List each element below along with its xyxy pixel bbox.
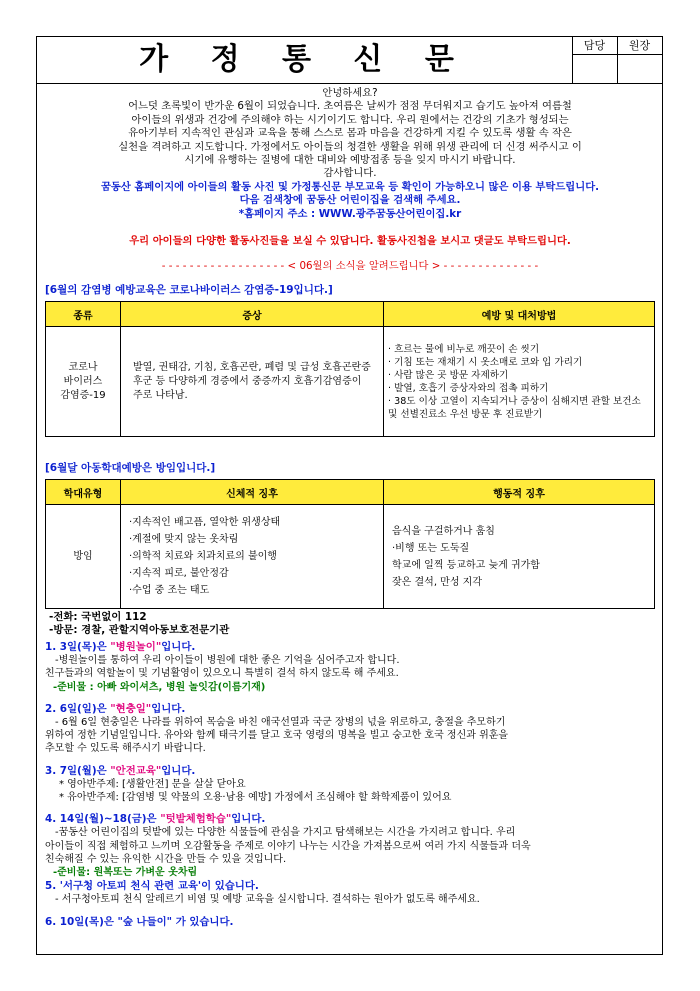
item-5-title: 5. '서구청 아토피 천식 관련 교육'이 있습니다. [45,880,259,893]
item-4-line: -꿈동산 어린이집의 텃밭에 있는 다양한 식물들에 관심을 가지고 탐색해보는 시간을 가지려고 합니다. 우리 [55,827,516,839]
behavior-sign: ·비행 또는 도둑질 [392,542,470,554]
item-3-line: * 영아반주제: [생활안전] 문을 살살 닫아요 [59,778,246,790]
disease-section [45,282,655,437]
col-physical: 신체적 징후 [121,480,384,505]
thanks: 감사합니다. [323,167,377,180]
prevention-item: · 발열, 호흡기 증상자와의 접촉 피하기 [388,382,549,394]
disease-symptom: 발열, 권태감, 기침, 호흡곤란, 폐렴 및 급성 호흡곤란증후군 등 다양하게 경증에서 중증까지 호흡기감염증이 주로 나타남. [121,327,384,437]
item-3-line: * 유아반주제: [감염병 및 약물의 오용·남용 예방] 가정에서 조심해야 할 화학제품이 있어요 [59,792,452,804]
col-type: 종류 [46,302,121,327]
behavior-sign: 잦은 결석, 만성 지각 [392,576,482,588]
behavior-sign: 음식을 구걸하거나 훔침 [392,525,495,537]
item-5-line: - 서구청아토피 천식 알레르기 비염 및 예방 교육을 실시합니다. 결석하는 원아가 없도록 해주세요. [55,894,480,906]
item-4-line: 친숙해질 수 있는 유익한 시간을 만들 수 있을 것입니다. [45,853,287,865]
prevention-item: · 기침 또는 재채기 시 옷소매로 코와 입 가리기 [388,356,583,368]
greeting: 안녕하세요? [322,87,378,99]
homepage-notice: 꿈동산 홈페이지에 아이들의 활동 사진 및 가정통신문 부모교육 등 확인이 가능하오니 많은 이용 부탁드립니다. [100,180,600,193]
approval-box-manager [572,37,618,83]
homepage-address[interactable]: *홈페이지 주소 : WWW.광주꿈동산어린이집.kr [238,207,462,220]
intro-line: 시기에 유행하는 질병에 대한 대비와 예방접종 등을 잊지 마시기 바랍니다. [184,154,516,167]
col-abuse-type: 학대유형 [46,480,121,505]
contact-phone: -전화: 국번없이 112 [49,611,147,623]
approval-label: 원장 [617,37,662,55]
abuse-section [45,460,655,637]
item-3-title: 3. 7일(월)은 "안전교육"입니다. [45,764,196,777]
item-2-line: 위하여 정한 기념일입니다. 유아와 함께 태극기를 달고 호국 영령의 명복을 빌고 숭고한 호국 정신과 위훈을 [45,730,509,742]
approval-box-director [617,37,662,83]
physical-sign: ·계절에 맞지 않는 옷차림 [129,534,239,545]
prevention-item: · 흐르는 물에 비누로 깨끗이 손 씻기 [388,343,540,355]
disease-title: [6월의 감염병 예방교육은 코로나바이러스 감염증-19입니다.] [45,284,333,296]
physical-sign: ·수업 중 조는 태도 [129,585,210,596]
disease-name: 코로나 바이러스 감염증-19 [46,327,121,437]
col-prevention: 예방 및 대처방법 [384,302,655,327]
prevention-item: · 38도 이상 고열이 지속되거나 증상이 심해지면 관할 보건소 및 선별진료소 우선 방문 후 진료받기 [388,395,641,420]
search-notice: 다음 검색창에 꿈동산 어린이집을 검색해 주세요. [239,194,461,207]
approval-label: 담당 [572,37,617,55]
item-4-prep: -준비물: 원복또는 가벼운 옷차림 [53,867,198,879]
physical-sign: ·지속적 피로, 불안정감 [129,568,229,579]
item-4-title: 4. 14일(월)~18(금)은 "텃밭체험학습"입니다. [45,813,266,826]
behavior-sign: 학교에 일찍 등교하고 늦게 귀가함 [392,559,540,571]
item-2-line: 추모할 수 있도록 해주시기 바랍니다. [45,743,206,755]
contact-visit: -방문: 경찰, 관할지역아동보호전문기관 [49,624,230,636]
item-2-title: 2. 6일(일)은 "현충일"입니다. [45,702,186,715]
intro-line: 어느덧 초록빛이 반가운 6월이 되었습니다. 초여름은 날씨가 점점 무더워지고 습기도 높아져 여름철 [128,100,572,113]
abuse-type: 방임 [46,505,121,609]
page-title: 가 정 통 신 문 [37,37,573,83]
item-6-title: 6. 10일(목)은 "숲 나들이" 가 있습니다. [45,915,234,928]
intro-line: 아이들의 위생과 건강에 주의해야 하는 시기이기도 합니다. 우리 원에서는 건강의 기초가 형성되는 [131,113,569,126]
header [37,37,662,84]
col-symptom: 증상 [121,302,384,327]
abuse-title: [6월달 아동학대예방은 방임입니다.] [45,462,216,474]
item-1-line: 친구들과의 역할놀이 및 기념활영이 있으오니 특별히 결석 하지 않도록 해 주세요. [45,668,399,680]
item-1-line: -병원놀이를 통하여 우리 아이들이 병원에 대한 좋은 기억을 심어주고자 합니다. [55,655,400,667]
newsletter-page [36,36,663,955]
schedule-section [45,641,655,929]
col-behavior: 행동적 징후 [384,480,655,505]
news-divider: - - - - - - - - - - - - - - - - - - < 06월의 소식을 알려드립니다 > - - - - - - - - - - - - - - [161,260,539,273]
prevention-item: · 사람 많은 곳 방문 자제하기 [388,369,509,381]
intro-section [45,87,655,274]
physical-sign: ·의학적 치료와 치과치료의 불이행 [129,551,277,562]
intro-line: 실천을 격려하고 지도합니다. 가정에서도 아이들의 청결한 생활을 위해 위생 관리에 더 신경 써주시고 이 [118,140,582,153]
photo-notice: 우리 아이들의 다양한 활동사진들을 보실 수 있답니다. 활동사진첩을 보시고 댓글도 부탁드립니다. [129,235,571,248]
item-4-line: 아이들이 직접 체험하고 느끼며 오감활동을 주제로 이야기 나누는 시간을 가져봄으로써 여러 가지 식물들과 더욱 [45,840,531,852]
item-1-prep: -준비물 : 아빠 와이셔츠, 병원 놀잇감(이름기재) [53,681,266,693]
physical-sign: ·지속적인 배고픔, 열악한 위생상태 [129,517,281,528]
disease-table [45,301,655,437]
intro-line: 유아기부터 지속적인 관심과 교육을 통해 스스로 몸과 마음을 건강하게 지킬 수 있도록 생활 속 작은 [128,127,572,140]
item-2-line: - 6월 6일 현충일은 나라를 위하여 목숨을 바친 애국선열과 국군 장병의 넋을 위로하고, 충절을 추모하기 [55,717,506,729]
item-1-title: 1. 3일(목)은 "병원놀이"입니다. [45,641,196,653]
abuse-table [45,479,655,609]
